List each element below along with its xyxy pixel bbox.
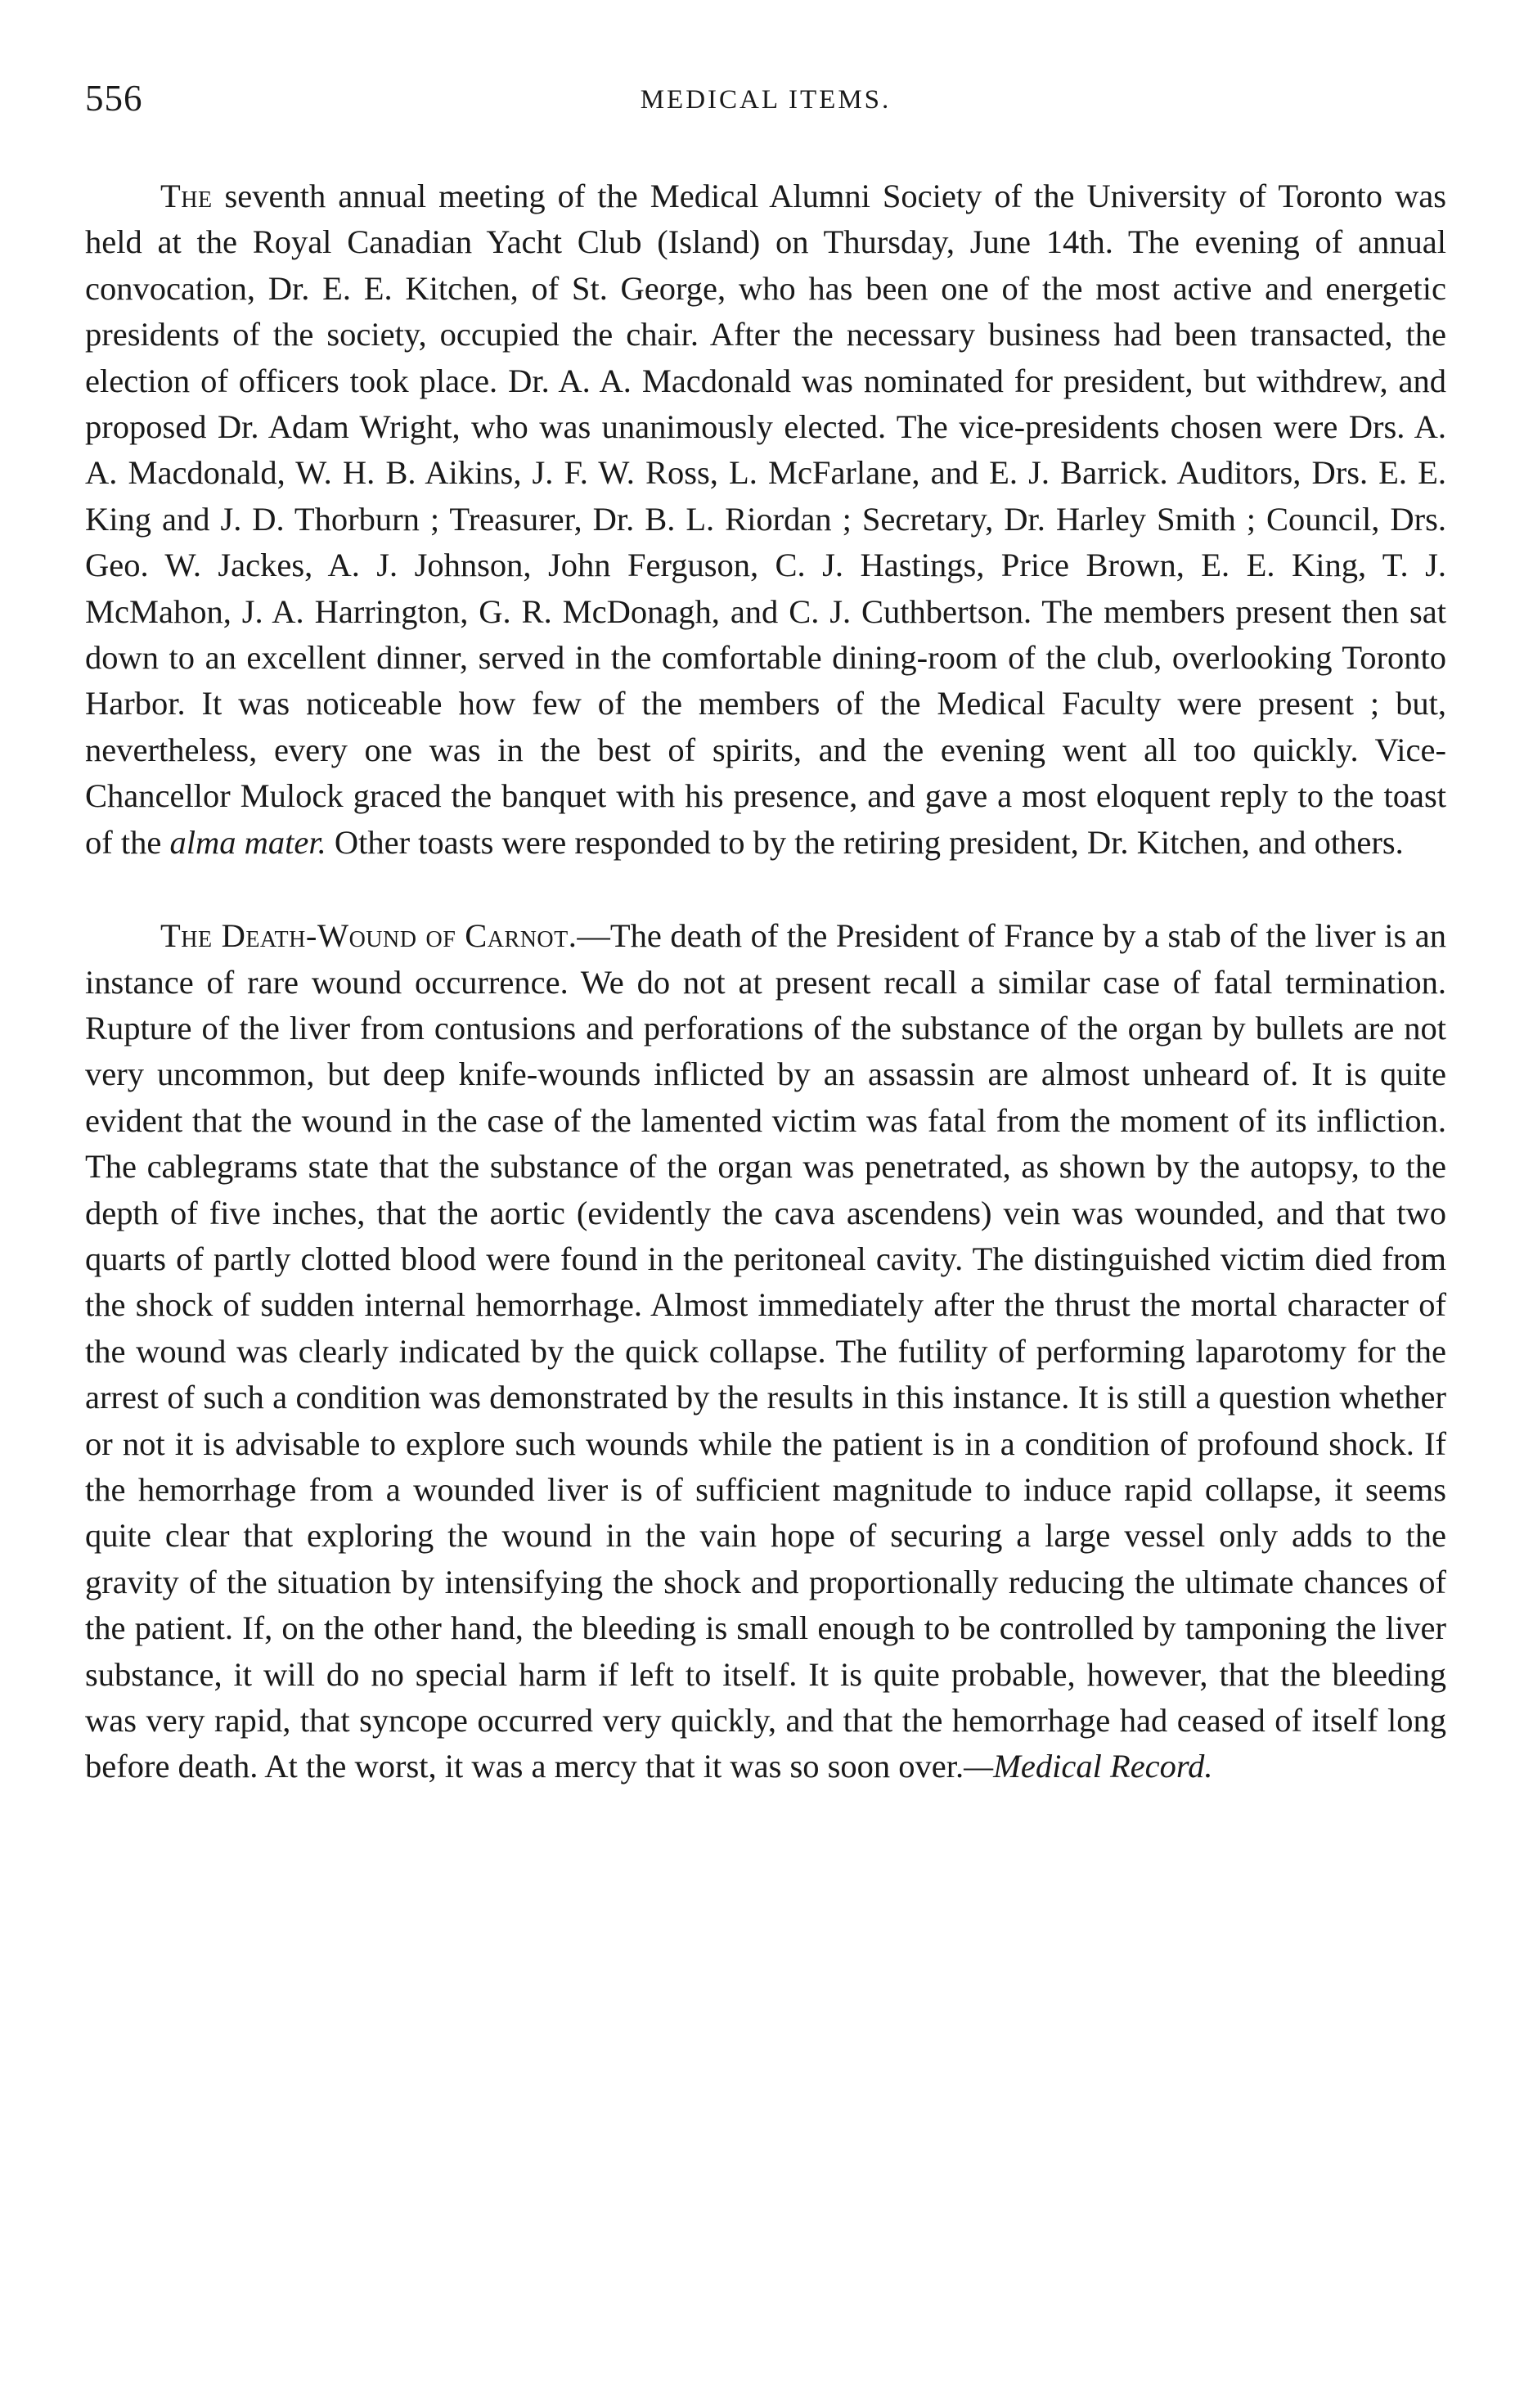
carnot-paragraph [85,913,1446,1790]
running-head [85,74,1446,123]
carnot-heading: The Death-Wound of Carnot. [160,917,578,955]
carnot-source: —Medical Record. [964,1748,1213,1785]
document-page [85,74,1446,1790]
alumni-lead-word: The [160,178,213,214]
carnot-body-text: —The death of the President of France by a stab of the liver is an instance of rare wound occurrence. We do not at present recall a similar case of fatal termination. Rupture of the liver from contusions and perforations of the substance of the organ by bullets are not very uncommon, but deep knife-wounds inflicted by an assassin are almost unheard of. It is quite evident that the wound in the case of the lamented victim was fatal from the moment of its infliction. The cablegrams state that the substance of the organ was penetrated, as shown by the autopsy, to the depth of five inches, that the aortic (evidently the cava ascendens) vein was wounded, and that two quarts of partly clotted blood were found in the peritoneal cavity. The distinguished victim died from the shock of sudden internal hemorrhage. Almost immediately after the thrust the mortal character of the wound was clearly indicated by the quick collapse. The futility of performing laparotomy for the arrest of such a condition was demonstrated by the results in this instance. It is still a question whether or not it is advisable to explore such wounds while the patient is in a condition of profound shock. If the hemorrhage from a wounded liver is of sufficient magnitude to induce rapid collapse, it seems quite clear that exploring the wound in the vain hope of securing a large vessel only adds to the gravity of the situation by intensifying the shock and proportionally reducing the ultimate chances of the patient. If, on the other hand, the bleeding is small enough to be controlled by tamponing the liver substance, it will do no special harm if left to itself. It is quite probable, however, that the bleeding was very rapid, that syncope occurred very quickly, and that the hemorrhage had ceased of itself long before death. At the worst, it was a mercy that it was so soon over. [85,917,1446,1785]
alumni-meeting-paragraph [85,173,1446,866]
header-title: MEDICAL ITEMS. [640,85,892,115]
alumni-body-text: seventh annual meeting of the Medical Alumni Society of the University of Toronto was held at the Royal Canadian Yacht Club (Island) on Thursday, June 14th. The evening of annual convocation, Dr. E. E. Kitchen, of St. George, who has been one of the most active and energetic presidents of the society, occupied the chair. After the necessary business had been transacted, the election of officers took place. Dr. A. A. Macdonald was nominated for president, but withdrew, and proposed Dr. Adam Wright, who was unanimously elected. The vice-presidents chosen were Drs. A. A. Macdonald, W. H. B. Aikins, J. F. W. Ross, L. McFarlane, and E. J. Barrick. Auditors, Drs. E. E. King and J. D. Thorburn ; Treasurer, Dr. B. L. Riordan ; Secretary, Dr. Harley Smith ; Council, Drs. Geo. W. Jackes, A. J. Johnson, John Ferguson, C. J. Hastings, Price Brown, E. E. King, T. J. McMahon, J. A. Harrington, G. R. McDonagh, and C. J. Cuthbertson. The members present then sat down to an excellent dinner, served in the comfortable dining-room of the club, overlooking Toronto Harbor. It was noticeable how few of the members of the Medical Faculty were present ; but, nevertheless, every one was in the best of spirits, and the evening went all too quickly. Vice-Chancellor Mulock graced the banquet with his presence, and gave a most eloquent reply to the toast of the [85,178,1446,861]
alumni-tail-text: Other toasts were responded to by the retiring president, Dr. Kitchen, and others. [326,823,1404,861]
alma-mater-text: alma mater. [169,823,326,861]
page-number: 556 [85,78,143,119]
